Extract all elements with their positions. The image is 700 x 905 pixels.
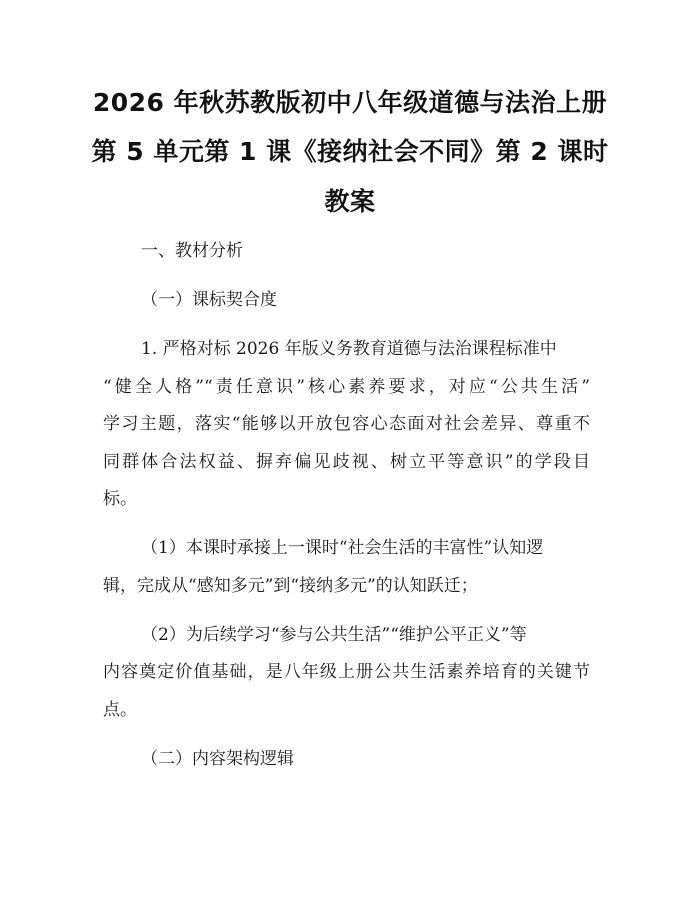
paragraph-2-line-2: 辑，完成从“感知多元”到“接纳多元”的认知跃迁； — [103, 576, 478, 596]
paragraph-2-line-1: （1）本课时承接上一课时“社会生活的丰富性”认知逻 — [141, 538, 544, 558]
paragraph-1-line-1: 1. 严格对标 2026 年版义务教育道德与法治课程标准中 — [141, 339, 557, 359]
paragraph-1-line-3: 学习主题，落实“能够以开放包容心态面对社会差异、尊重不 — [103, 414, 590, 434]
subsection-heading-content-structure: （二）内容架构逻辑 — [141, 749, 294, 769]
subsection-heading-curriculum-fit: （一）课标契合度 — [141, 290, 277, 310]
paragraph-3-line-3: 点。 — [103, 700, 137, 720]
paragraph-3-line-2: 内容奠定价值基础，是八年级上册公共生活素养培育的关键节 — [103, 662, 590, 682]
paragraph-1-line-5: 标。 — [103, 489, 137, 509]
paragraph-1-line-4: 同群体合法权益、摒弃偏见歧视、树立平等意识”的学段目 — [103, 452, 590, 472]
document-title-line-2: 第 5 单元第 1 课《接纳社会不同》第 2 课时 — [91, 137, 609, 166]
section-heading-materials-analysis: 一、教材分析 — [141, 241, 243, 261]
document-title-line-3: 教案 — [324, 187, 376, 216]
paragraph-1-line-2: “健全人格”“责任意识”核心素养要求，对应“公共生活” — [103, 377, 590, 397]
document-title-line-1: 2026 年秋苏教版初中八年级道德与法治上册 — [92, 88, 608, 117]
paragraph-3-line-1: （2）为后续学习“参与公共生活”“维护公平正义”等 — [141, 625, 527, 645]
